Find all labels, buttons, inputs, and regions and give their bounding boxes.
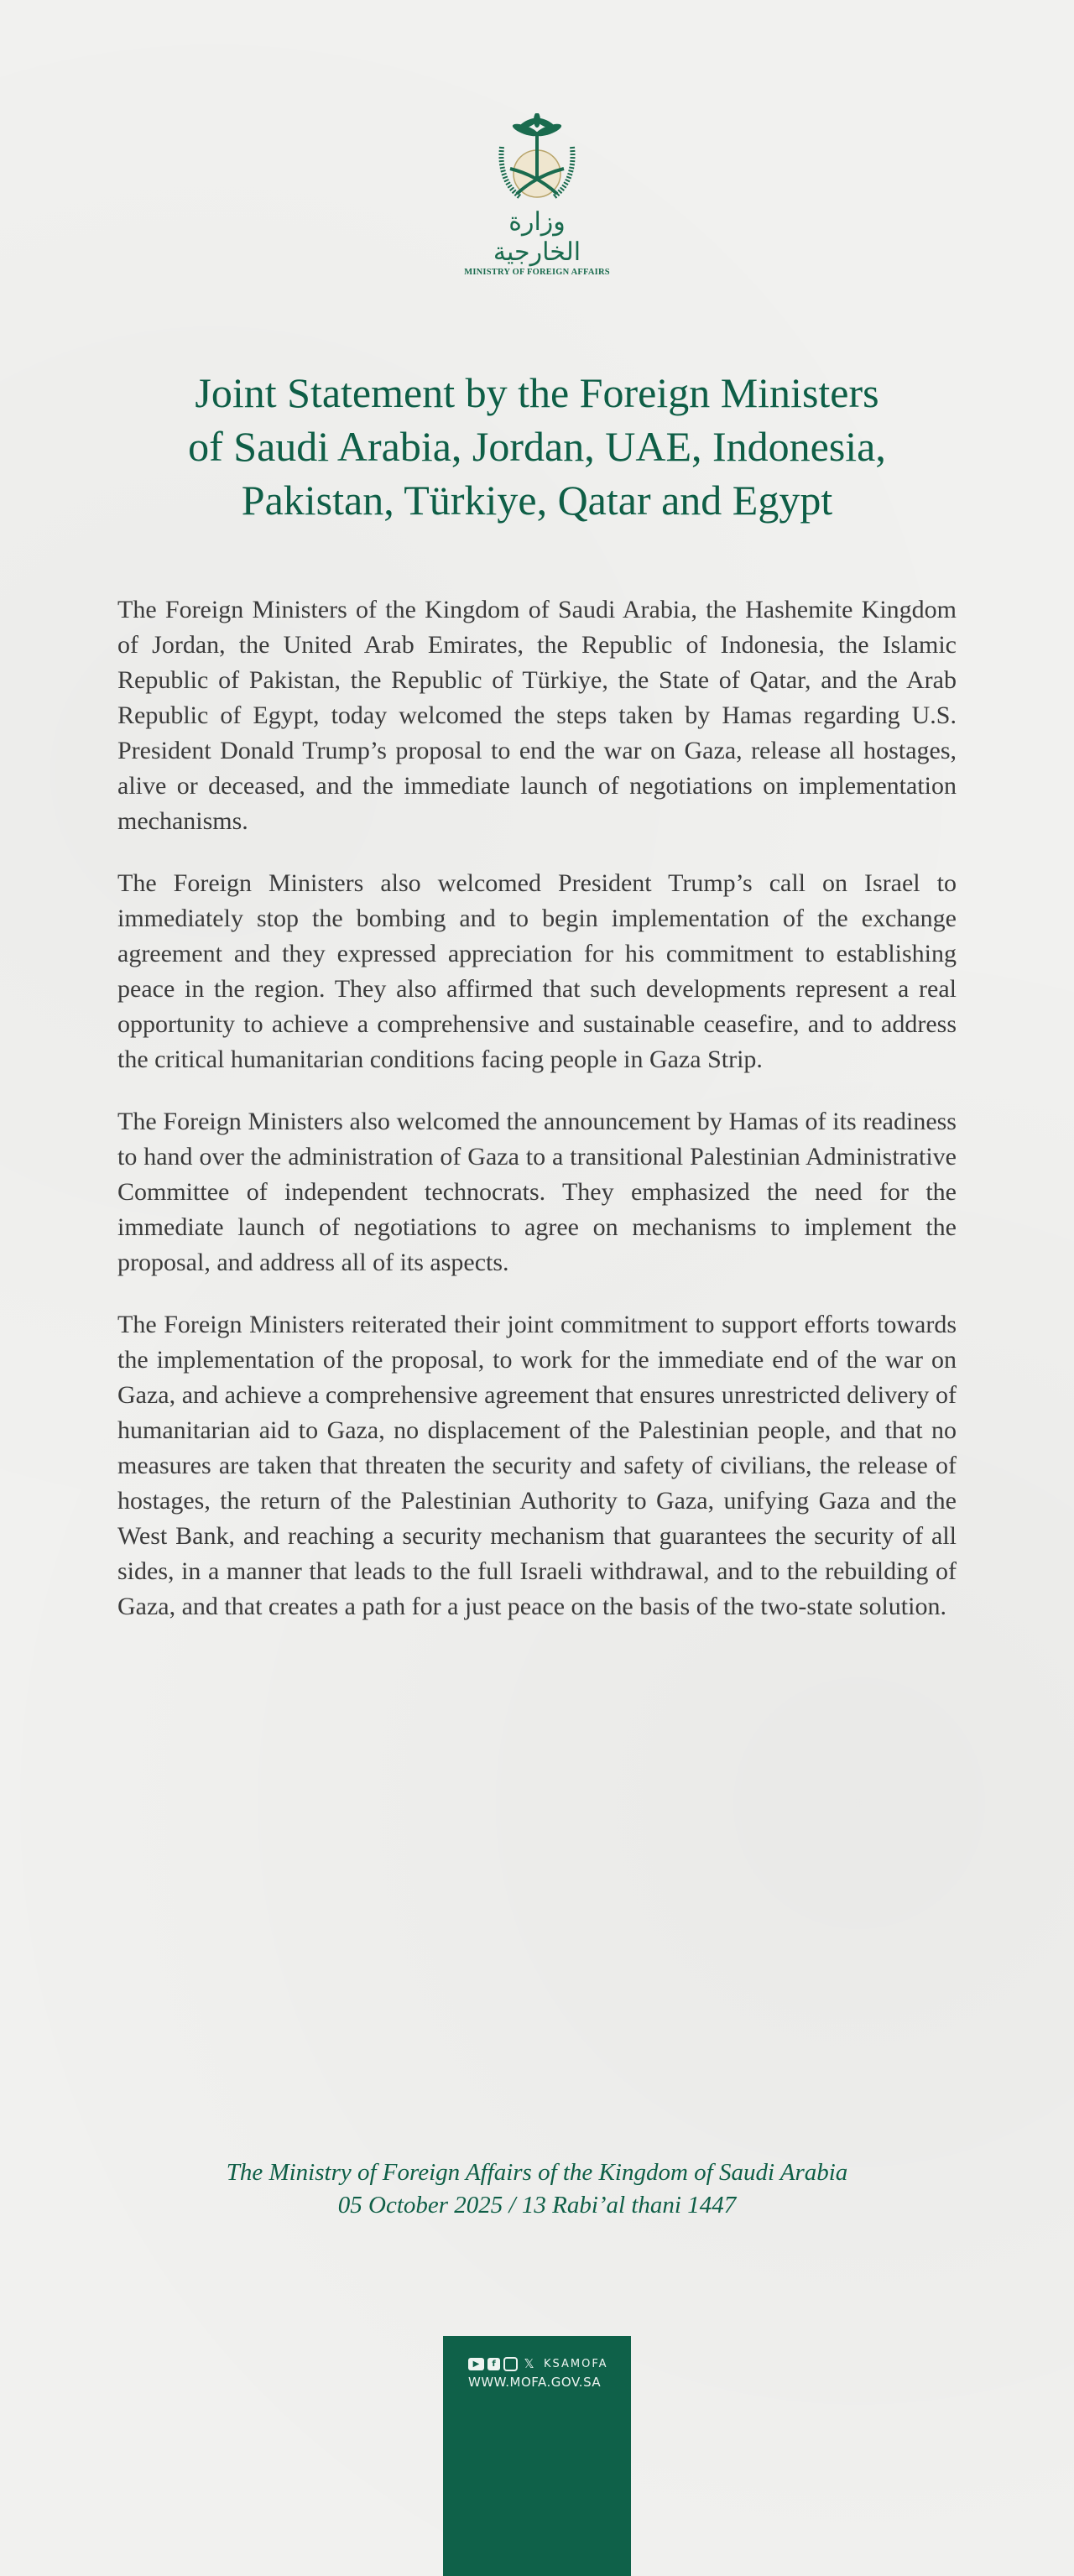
logo-arabic-text: وزارة الخارجية <box>493 207 581 267</box>
x-icon[interactable]: 𝕏 <box>524 2356 534 2371</box>
website-link[interactable]: WWW.MOFA.GOV.SA <box>468 2375 602 2390</box>
title-line: Pakistan, Türkiye, Qatar and Egypt <box>241 477 833 524</box>
paragraph: The Foreign Ministers also welcomed the announcement by Hamas of its readiness to hand over the administration of Gaza to a transitional Palestinian Administrative Committee of independent technocrats. They emphasized the need for the immediate launch of negotiations to agree on mechanisms to implement the proposal, and address all of its aspects. <box>117 1108 957 1276</box>
signature-block <box>117 2156 957 2222</box>
instagram-icon[interactable] <box>503 2357 518 2371</box>
palm-and-swords-emblem-icon <box>487 113 587 206</box>
social-handle[interactable]: KSAMOFA <box>544 2358 608 2370</box>
social-links <box>468 2357 608 2371</box>
issuer: The Ministry of Foreign Affairs of the Kingdom of Saudi Arabia <box>226 2159 848 2186</box>
paragraph: The Foreign Ministers reiterated their joint commitment to support efforts towards the implementation of the proposal, to work for the immediate end of the war on Gaza, and achieve a comprehensive agreement that ensures unrestricted delivery of humanitarian aid to Gaza, no displacement of the Palestinian people, and that no measures are taken that threaten the security and safety of civilians, the release of hostages, the return of the Palestinian Authority to Gaza, unifying Gaza and the West Bank, and reaching a security mechanism that guarantees the security of all sides, in a manner that leads to the full Israeli withdrawal, and to the rebuilding of Gaza, and that creates a path for a just peace on the basis of the two-state solution. <box>117 1311 957 1620</box>
logo-english-text: MINISTRY OF FOREIGN AFFAIRS <box>464 268 610 277</box>
page-title <box>84 366 990 527</box>
title-line: of Saudi Arabia, Jordan, UAE, Indonesia, <box>188 423 886 470</box>
title-line: Joint Statement by the Foreign Ministers <box>195 369 879 416</box>
youtube-icon[interactable]: ▶ <box>468 2358 484 2370</box>
date: 05 October 2025 / 13 Rabi’al thani 1447 <box>337 2192 737 2219</box>
statement-body <box>117 592 957 1651</box>
paragraph: The Foreign Ministers also welcomed President Trump’s call on Israel to immediately stop the bombing and to begin implementation of the exchange agreement and they expressed appreciation for his commitment to establishing peace in the region. They also affirmed that such developments represent a real opportunity to achieve a comprehensive and sustainable ceasefire, and to address the critical humanitarian conditions facing people in Gaza Strip. <box>117 869 957 1073</box>
ministry-logo <box>461 113 613 277</box>
paragraph: The Foreign Ministers of the Kingdom of Saudi Arabia, the Hashemite Kingdom of Jordan, the United Arab Emirates, the Republic of Indonesia, the Islamic Republic of Pakistan, the Republic of Türkiye, the State of Qatar, and the Arab Republic of Egypt, today welcomed the steps taken by Hamas regarding U.S. President Donald Trump’s proposal to end the war on Gaza, release all hostages, alive or deceased, and the immediate launch of negotiations on implementation mechanisms. <box>117 596 957 835</box>
facebook-icon[interactable]: f <box>487 2358 500 2370</box>
footer-contact-box <box>443 2336 631 2576</box>
